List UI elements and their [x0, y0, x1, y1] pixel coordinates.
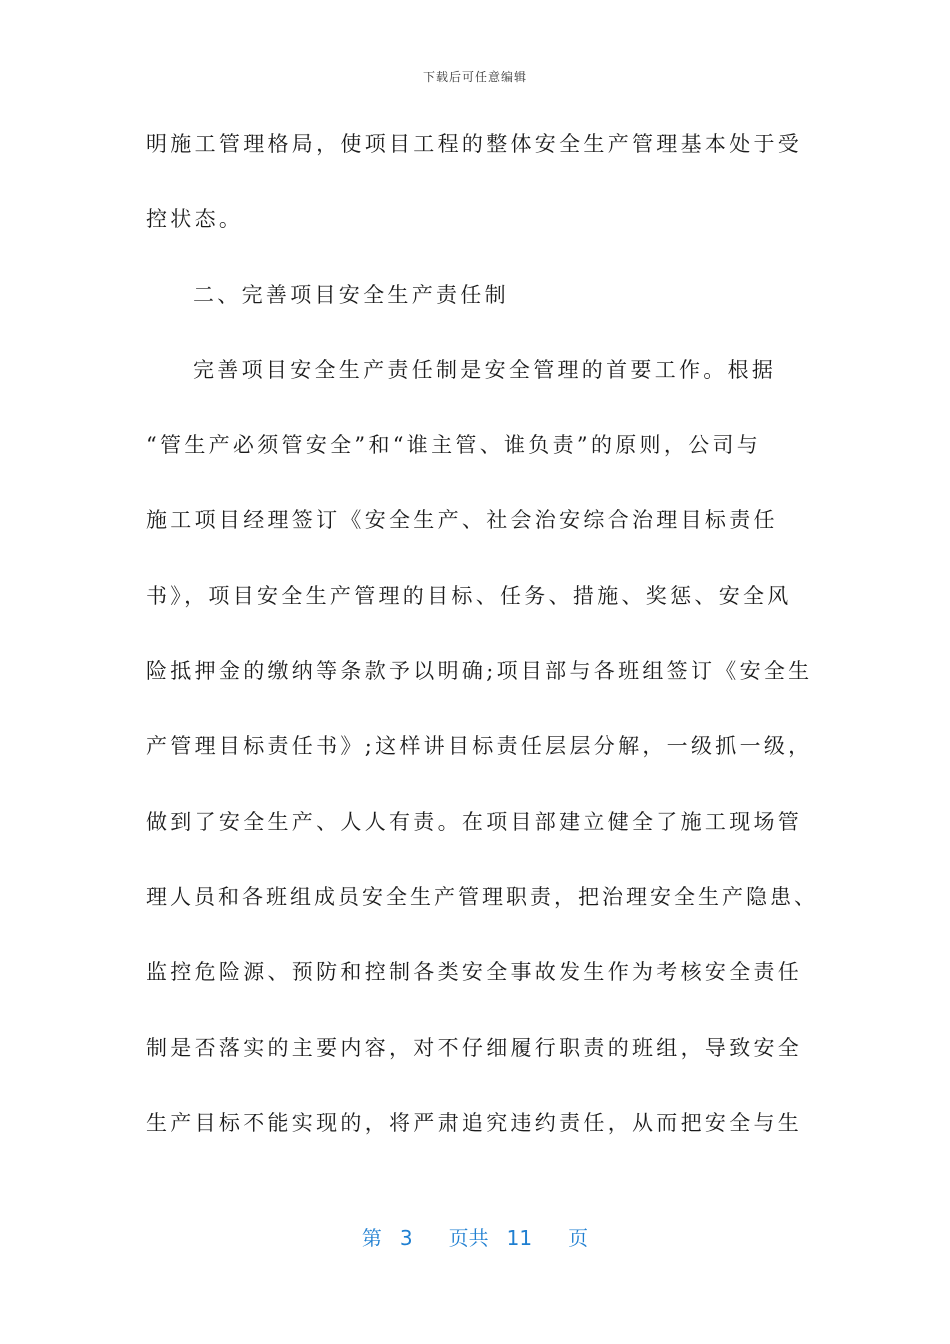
document-body: [146, 107, 818, 1161]
body-line: 监控危险源、预防和控制各类安全事故发生作为考核安全责任: [146, 960, 803, 985]
page-suffix: 页: [568, 1226, 589, 1250]
body-line: 生产目标不能实现的，将严肃追究违约责任，从而把安全与生: [146, 1110, 803, 1135]
section-heading: 二、完善项目安全生产责任制: [193, 282, 509, 307]
body-line: 产管理目标责任书》;这样讲目标责任层层分解，一级抓一级，: [146, 734, 813, 759]
body-line: 控状态。: [146, 207, 244, 232]
body-line: 做到了安全生产、人人有责。在项目部建立健全了施工现场管: [146, 809, 803, 834]
body-line: 明施工管理格局，使项目工程的整体安全生产管理基本处于受: [146, 132, 803, 156]
total-pages-number: 11: [506, 1226, 533, 1250]
page-number-footer: [0, 1222, 950, 1251]
body-line: 施工项目经理签订《安全生产、社会治安综合治理目标责任: [146, 508, 778, 533]
body-line: 书》，项目安全生产管理的目标、任务、措施、奖惩、安全风: [146, 583, 792, 608]
paragraph-first-line: 完善项目安全生产责任制是安全管理的首要工作。根据: [193, 357, 777, 382]
current-page-number: 3: [399, 1226, 413, 1250]
body-line: “管生产必须管安全”和“谁主管、谁负责”的原则，公司与: [146, 433, 762, 458]
body-line: 制是否落实的主要内容，对不仔细履行职责的班组，导致安全: [146, 1035, 803, 1060]
body-line: 险抵押金的缴纳等条款予以明确;项目部与各班组签订《安全生: [146, 659, 813, 684]
body-line: 理人员和各班组成员安全生产管理职责，把治理安全生产隐患、: [146, 884, 818, 909]
header-note: 下载后可任意编辑: [422, 70, 527, 84]
page-middle-text: 页共: [448, 1226, 489, 1250]
page-prefix: 第: [361, 1226, 382, 1250]
